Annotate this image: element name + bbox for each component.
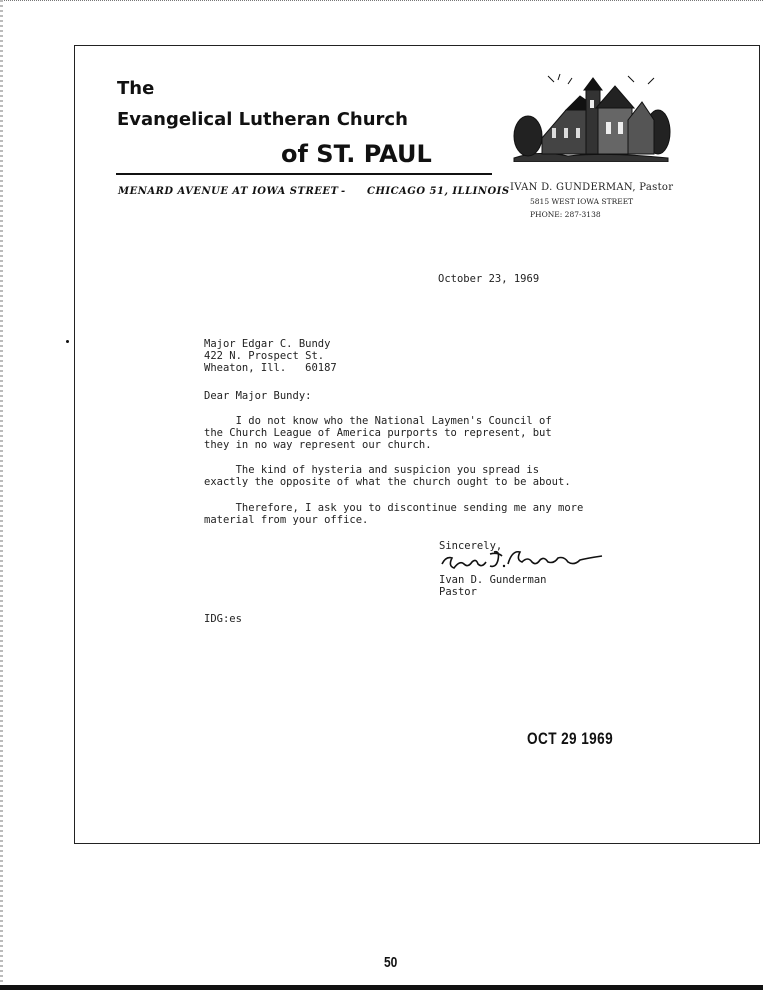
handwritten-signature bbox=[438, 546, 608, 574]
signer-name: Ivan D. Gunderman bbox=[439, 574, 547, 586]
letter-date: October 23, 1969 bbox=[438, 273, 540, 285]
letterhead-rule bbox=[116, 173, 492, 175]
page-number: 50 bbox=[384, 954, 398, 971]
recipient-line: Major Edgar C. Bundy bbox=[204, 338, 331, 350]
letterhead-the: The bbox=[117, 78, 155, 99]
body-line: The kind of hysteria and suspicion you spread is bbox=[204, 464, 540, 476]
letterhead-of-st-paul: of ST. PAUL bbox=[281, 140, 432, 168]
closing: Sincerely, bbox=[439, 540, 503, 552]
received-date-stamp: OCT 29 1969 bbox=[527, 729, 614, 748]
body-line: material from your office. bbox=[204, 514, 369, 526]
salutation: Dear Major Bundy: bbox=[204, 390, 312, 402]
church-illustration bbox=[508, 70, 674, 162]
body-line: Therefore, I ask you to discontinue sending me any more bbox=[204, 502, 584, 514]
page-top-edge bbox=[0, 0, 763, 5]
letterhead-pastor-name: IVAN D. GUNDERMAN, Pastor bbox=[510, 182, 674, 193]
page-bottom-edge bbox=[0, 985, 763, 990]
body-line: I do not know who the National Laymen's Council of bbox=[204, 415, 552, 427]
letterhead-pastor-street: 5815 WEST IOWA STREET bbox=[530, 197, 634, 206]
body-line: exactly the opposite of what the church ought to be about. bbox=[204, 476, 571, 488]
letterhead-city: CHICAGO 51, ILLINOIS bbox=[367, 186, 510, 197]
letterhead-address: MENARD AVENUE AT IOWA STREET bbox=[118, 186, 339, 197]
body-line: the Church League of America purports to represent, but bbox=[204, 427, 552, 439]
letterhead-church-name: Evangelical Lutheran Church bbox=[117, 109, 408, 130]
page-left-edge bbox=[0, 0, 3, 990]
letterhead-separator: - bbox=[341, 186, 346, 197]
signer-title: Pastor bbox=[439, 586, 477, 598]
scan-speck bbox=[66, 340, 69, 343]
recipient-line: 422 N. Prospect St. bbox=[204, 350, 325, 362]
letterhead-pastor-phone: PHONE: 287-3138 bbox=[530, 210, 601, 219]
body-line: they in no way represent our church. bbox=[204, 439, 432, 451]
typist-initials: IDG:es bbox=[204, 613, 242, 625]
recipient-line: Wheaton, Ill. 60187 bbox=[204, 362, 337, 374]
